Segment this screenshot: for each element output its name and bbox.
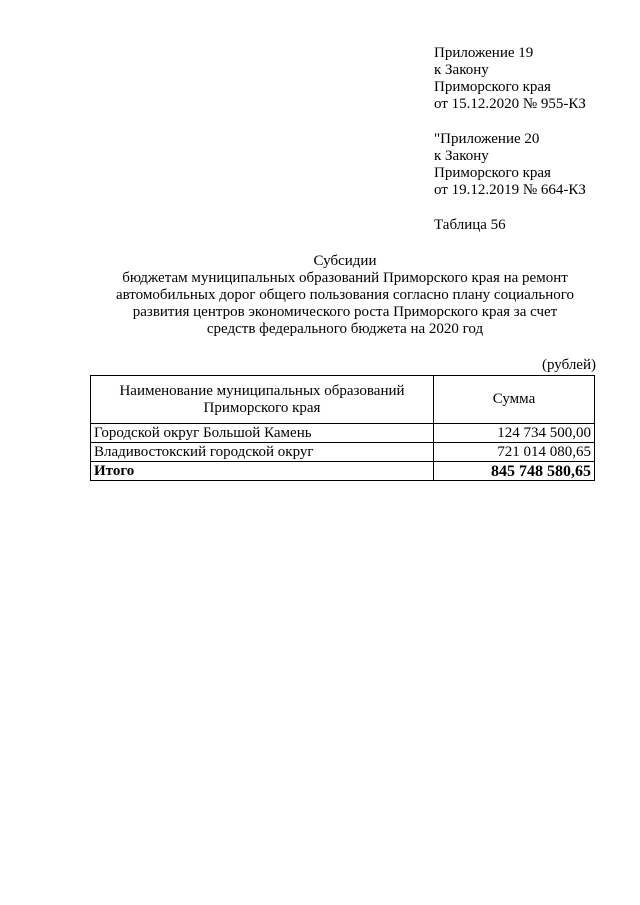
appendix-20-line: "Приложение 20 [434, 131, 540, 147]
subsidy-table [90, 375, 595, 481]
title-line: средств федерального бюджета на 2020 год [206, 321, 484, 337]
table-header-row [91, 376, 595, 424]
title-line: бюджетам муниципальных образований Приморского края на ремонт [122, 270, 568, 286]
appendix-19-line: Приморского края [434, 79, 551, 95]
appendix-20-line: Приморского края [434, 165, 551, 181]
municipality-name-cell: Владивостокский городской округ [91, 443, 434, 462]
title-line: автомобильных дорог общего пользования согласно плану социального [115, 287, 575, 303]
municipality-name-cell: Городской округ Большой Камень [91, 424, 434, 443]
header-municipality-name [91, 376, 434, 424]
total-amount-cell: 845 748 580,65 [434, 462, 595, 481]
total-row [91, 462, 595, 481]
amount-cell: 124 734 500,00 [434, 424, 595, 443]
header-name-line: Приморского края [203, 399, 321, 416]
appendix-19-line: от 15.12.2020 № 955-КЗ [434, 96, 586, 112]
appendix-19-reference [434, 45, 624, 113]
appendix-19-line: Приложение 19 [434, 45, 534, 61]
total-label-cell: Итого [91, 462, 434, 481]
units-label: (рублей) [541, 357, 596, 373]
title-line: Субсидии [313, 253, 377, 269]
appendix-20-reference [434, 131, 624, 199]
document-title [90, 253, 600, 338]
appendix-20-line: от 19.12.2019 № 664-КЗ [434, 182, 586, 198]
amount-cell: 721 014 080,65 [434, 443, 595, 462]
table-row [91, 424, 595, 443]
header-name-line: Наименование муниципальных образований [119, 382, 405, 399]
appendix-19-line: к Закону [434, 62, 489, 78]
title-line: развития центров экономического роста Приморского края за счет [132, 304, 558, 320]
appendix-20-line: к Закону [434, 148, 489, 164]
header-amount: Сумма [434, 376, 595, 424]
table-number: Таблица 56 [434, 217, 506, 233]
table-row [91, 443, 595, 462]
